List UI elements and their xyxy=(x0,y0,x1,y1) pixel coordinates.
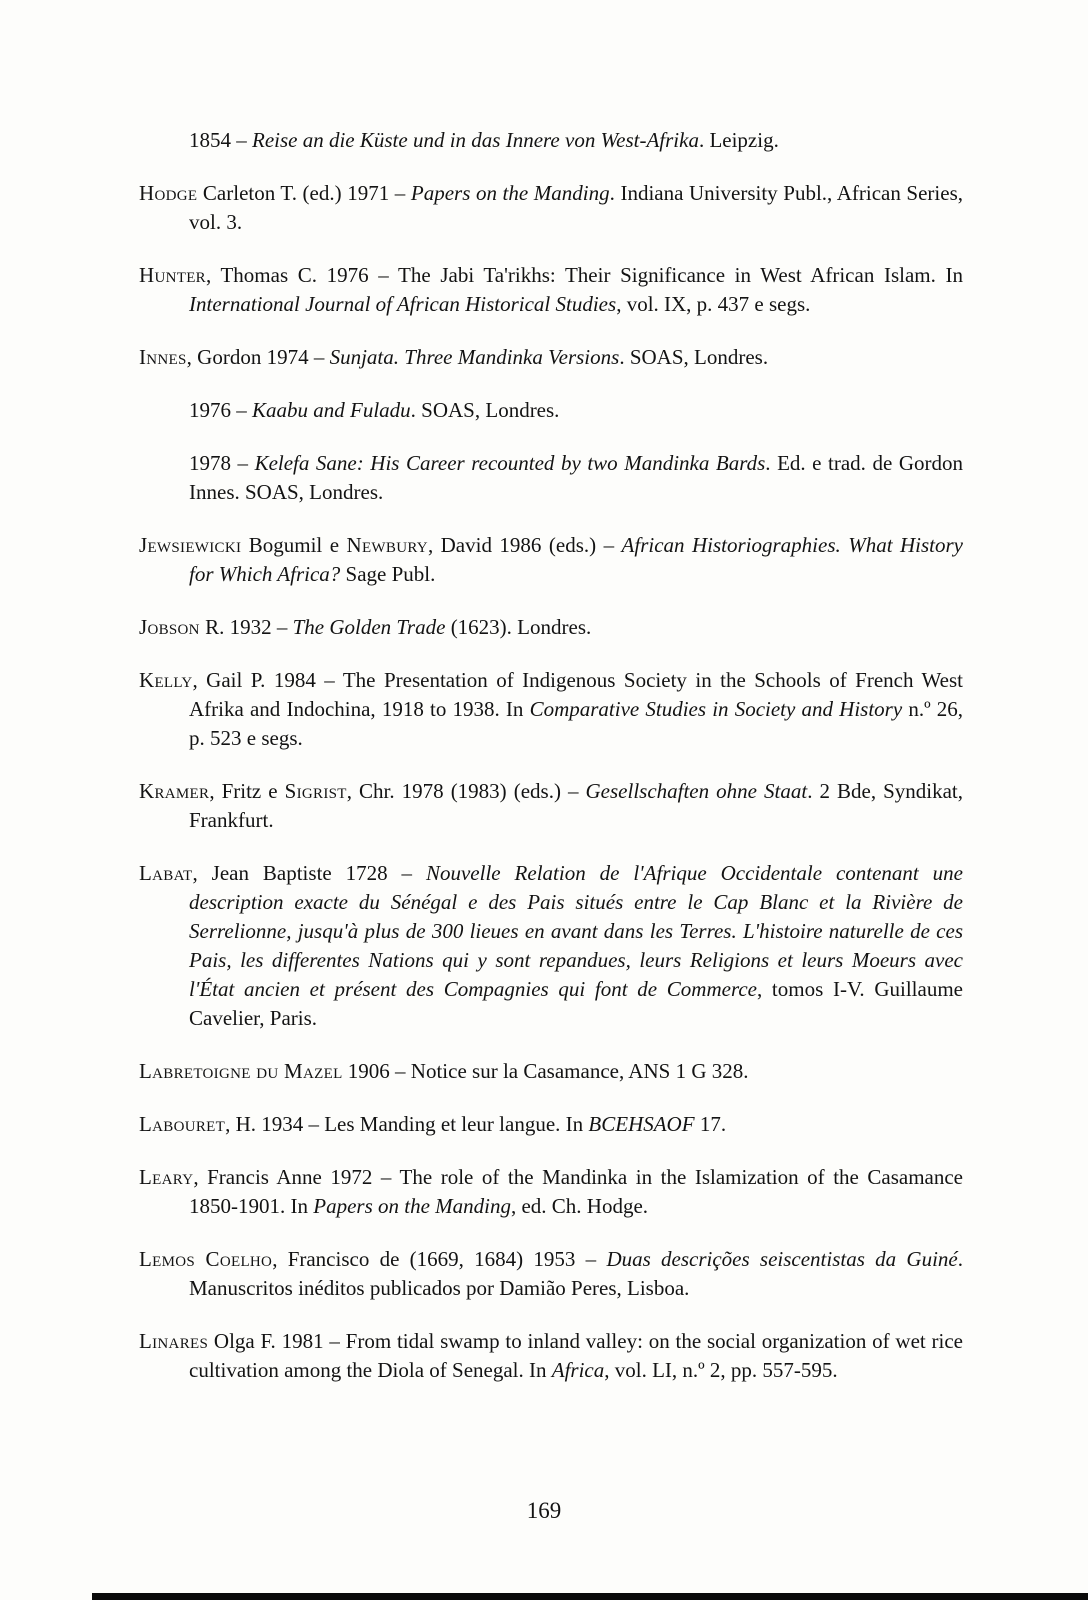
author-name: Jewsiewicki xyxy=(139,533,242,557)
work-title: Comparative Studies in Society and History xyxy=(529,697,903,721)
author-name: Kelly xyxy=(139,668,193,692)
work-title: Nouvelle Relation de l'Afrique Occidentale contenant une description exacte du Sénégal e des Pais situés entre le Cap Blanc et la Rivière de Serrelionne, jusqu'à plus de 300 lieues en avant dans les Terres. L'histoire naturelle de ces Pais, les differentes Nations qui y sont repandues, leurs Religions et leurs Moeurs avec l'État ancien et présent des Compagnies qui font de Commerce xyxy=(189,861,963,1001)
bibliography-entry xyxy=(139,179,963,237)
work-title: International Journal of African Historical Studies xyxy=(189,292,617,316)
work-title: Papers on the Manding xyxy=(410,181,610,205)
bibliography-entry xyxy=(139,777,963,835)
work-title: Papers on the Manding xyxy=(313,1194,511,1218)
author-name: Leary xyxy=(139,1165,194,1189)
work-title: Reise an die Küste und in das Innere von West-Afrika xyxy=(252,128,699,152)
entry-text: R. 1932 – xyxy=(199,615,293,639)
entry-text: . Indiana University Publ., African Series, vol. 3. xyxy=(189,181,963,234)
author-name: Labat xyxy=(139,861,193,885)
work-title: Gesellschaften ohne Staat xyxy=(585,779,808,803)
work-title: Duas descrições seiscentistas da Guiné xyxy=(606,1247,958,1271)
author-name: Sigrist xyxy=(284,779,347,803)
entry-text: , Fritz e xyxy=(209,779,285,803)
entry-text: , H. 1934 – Les Manding et leur langue. In xyxy=(225,1112,589,1136)
entry-text: Bogumil e xyxy=(241,533,347,557)
bibliography-entry xyxy=(139,666,963,753)
work-title: Sunjata. Three Mandinka Versions xyxy=(329,345,620,369)
author-name: Newbury xyxy=(346,533,428,557)
bibliography-entry xyxy=(139,126,963,155)
entry-text: Olga F. 1981 – From tidal swamp to inland valley: on the social organization of wet rice cultivation among the Diola of Senegal. In xyxy=(189,1329,963,1382)
entry-text: . Ed. e trad. de Gordon Innes. SOAS, Londres. xyxy=(189,451,963,504)
work-title: African Historiographies. What History for Which Africa? xyxy=(189,533,963,586)
work-title: BCEHSAOF xyxy=(588,1112,695,1136)
bibliography-entry xyxy=(139,1110,963,1139)
entry-text: 17. xyxy=(694,1112,727,1136)
entry-text: , vol. IX, p. 437 e segs. xyxy=(616,292,811,316)
bibliography-entry xyxy=(139,1057,963,1086)
author-name: Hunter xyxy=(139,263,206,287)
entry-text: Carleton T. (ed.) 1971 – xyxy=(197,181,411,205)
entry-text: , Jean Baptiste 1728 – xyxy=(192,861,426,885)
bibliography-entry xyxy=(139,449,963,507)
entry-text: 1906 – Notice sur la Casamance, ANS 1 G 328. xyxy=(342,1059,749,1083)
bibliography-entry xyxy=(139,613,963,642)
entry-text: . Leipzig. xyxy=(698,128,779,152)
author-name: Kramer xyxy=(139,779,210,803)
entry-text: . SOAS, Londres. xyxy=(410,398,560,422)
entry-text: . Manuscritos inéditos publicados por Damião Peres, Lisboa. xyxy=(189,1247,963,1300)
bibliography-entry xyxy=(139,1327,963,1385)
page-number: 169 xyxy=(526,1498,562,1523)
entry-text: 1976 – xyxy=(189,398,252,422)
author-name: Innes xyxy=(139,345,187,369)
author-name: Labretoigne du Mazel xyxy=(139,1059,343,1083)
author-name: Hodge xyxy=(139,181,198,205)
entry-text: 1978 – xyxy=(189,451,255,475)
work-title: Kelefa Sane: His Career recounted by two Mandinka Bards xyxy=(254,451,766,475)
entry-text: . SOAS, Londres. xyxy=(619,345,769,369)
entry-text: , Thomas C. 1976 – The Jabi Ta'rikhs: Their Significance in West African Islam. In xyxy=(205,263,963,287)
entry-text: , Chr. 1978 (1983) (eds.) – xyxy=(346,779,586,803)
bibliography-entry xyxy=(139,531,963,589)
author-name: Labouret xyxy=(139,1112,226,1136)
entry-text: , Gordon 1974 – xyxy=(186,345,330,369)
work-title: Africa xyxy=(551,1358,605,1382)
entry-text: (1623). Londres. xyxy=(445,615,592,639)
author-name: Jobson xyxy=(139,615,200,639)
entry-text: 1854 – xyxy=(189,128,252,152)
entry-text: , Francisco de (1669, 1684) 1953 – xyxy=(272,1247,607,1271)
bibliography-entry xyxy=(139,343,963,372)
bibliography-entry xyxy=(139,1163,963,1221)
entry-text: , vol. LI, n.º 2, pp. 557-595. xyxy=(604,1358,838,1382)
entry-text: , Francis Anne 1972 – The role of the Mandinka in the Islamization of the Casamance 1850-1901. In xyxy=(189,1165,963,1218)
entry-text: , David 1986 (eds.) – xyxy=(427,533,622,557)
entry-text: , tomos I-V. Guillaume Cavelier, Paris. xyxy=(189,977,963,1030)
author-name: Linares xyxy=(139,1329,209,1353)
entry-text: , ed. Ch. Hodge. xyxy=(510,1194,649,1218)
work-title: The Golden Trade xyxy=(292,615,446,639)
entry-text: n.º 26, p. 523 e segs. xyxy=(189,697,963,750)
bibliography-list xyxy=(139,126,963,1409)
work-title: Kaabu and Fuladu xyxy=(252,398,411,422)
author-name: Lemos Coelho xyxy=(139,1247,273,1271)
bibliography-entry xyxy=(139,396,963,425)
entry-text: . 2 Bde, Syndikat, Frankfurt. xyxy=(189,779,964,832)
bibliography-entry xyxy=(139,261,963,319)
entry-text: , Gail P. 1984 – The Presentation of Indigenous Society in the Schools of French West Afrika and Indochina, 1918 to 1938. In xyxy=(189,668,963,721)
bibliography-entry xyxy=(139,859,963,1033)
scan-artifact-bottom-bar xyxy=(92,1593,1088,1600)
bibliography-entry xyxy=(139,1245,963,1303)
entry-text: Sage Publ. xyxy=(340,562,436,586)
